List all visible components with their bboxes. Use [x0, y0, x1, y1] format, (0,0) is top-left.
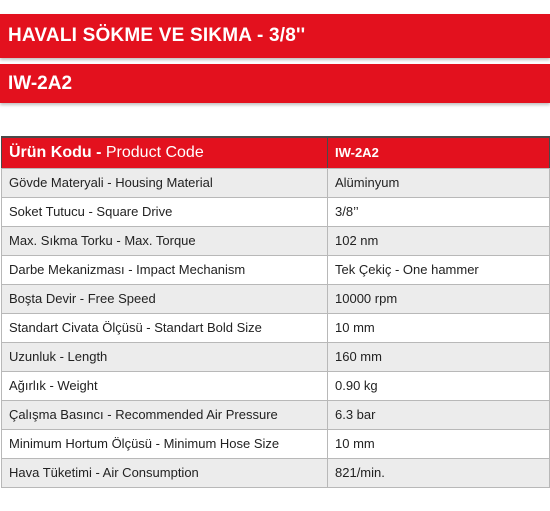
- spec-value: 821/min.: [328, 458, 550, 487]
- spec-value: 6.3 bar: [328, 400, 550, 429]
- spec-value: 10 mm: [328, 429, 550, 458]
- spec-label: Ağırlık - Weight: [2, 371, 328, 400]
- spec-label: Standart Civata Ölçüsü - Standart Bold Size: [2, 313, 328, 342]
- spec-value: Tek Çekiç - One hammer: [328, 255, 550, 284]
- spec-value: 3/8’’: [328, 197, 550, 226]
- header-label-cell: [2, 137, 328, 168]
- spec-value: Alüminyum: [328, 168, 550, 197]
- table-row: [2, 226, 550, 255]
- spec-value: 102 nm: [328, 226, 550, 255]
- model-code: IW-2A2: [8, 72, 73, 94]
- spec-value: 10 mm: [328, 313, 550, 342]
- spec-table: [1, 136, 550, 488]
- spec-label: Boşta Devir - Free Speed: [2, 284, 328, 313]
- header-label-tr: Ürün Kodu -: [9, 143, 106, 161]
- table-row: [2, 197, 550, 226]
- spec-label: Uzunluk - Length: [2, 342, 328, 371]
- spec-label: Max. Sıkma Torku - Max. Torque: [2, 226, 328, 255]
- table-row: [2, 284, 550, 313]
- product-title-banner: [0, 14, 550, 58]
- table-row: [2, 371, 550, 400]
- spec-value: 10000 rpm: [328, 284, 550, 313]
- product-title: HAVALI SÖKME VE SIKMA - 3/8'': [8, 25, 306, 46]
- table-header-row: [2, 137, 550, 168]
- spec-label: Hava Tüketimi - Air Consumption: [2, 458, 328, 487]
- spec-value: 160 mm: [328, 342, 550, 371]
- spec-label: Darbe Mekanizması - Impact Mechanism: [2, 255, 328, 284]
- spec-label: Minimum Hortum Ölçüsü - Minimum Hose Size: [2, 429, 328, 458]
- table-row: [2, 168, 550, 197]
- header-label-en: Product Code: [105, 143, 204, 161]
- spec-label: Soket Tutucu - Square Drive: [2, 197, 328, 226]
- table-row: [2, 429, 550, 458]
- table-row: [2, 255, 550, 284]
- spec-label: Gövde Materyali - Housing Material: [2, 168, 328, 197]
- table-row: [2, 313, 550, 342]
- spec-value: 0.90 kg: [328, 371, 550, 400]
- header-value-cell: IW-2A2: [328, 137, 550, 168]
- table-row: [2, 400, 550, 429]
- table-row: [2, 342, 550, 371]
- table-row: [2, 458, 550, 487]
- spec-label: Çalışma Basıncı - Recommended Air Pressure: [2, 400, 328, 429]
- model-banner: [0, 64, 550, 103]
